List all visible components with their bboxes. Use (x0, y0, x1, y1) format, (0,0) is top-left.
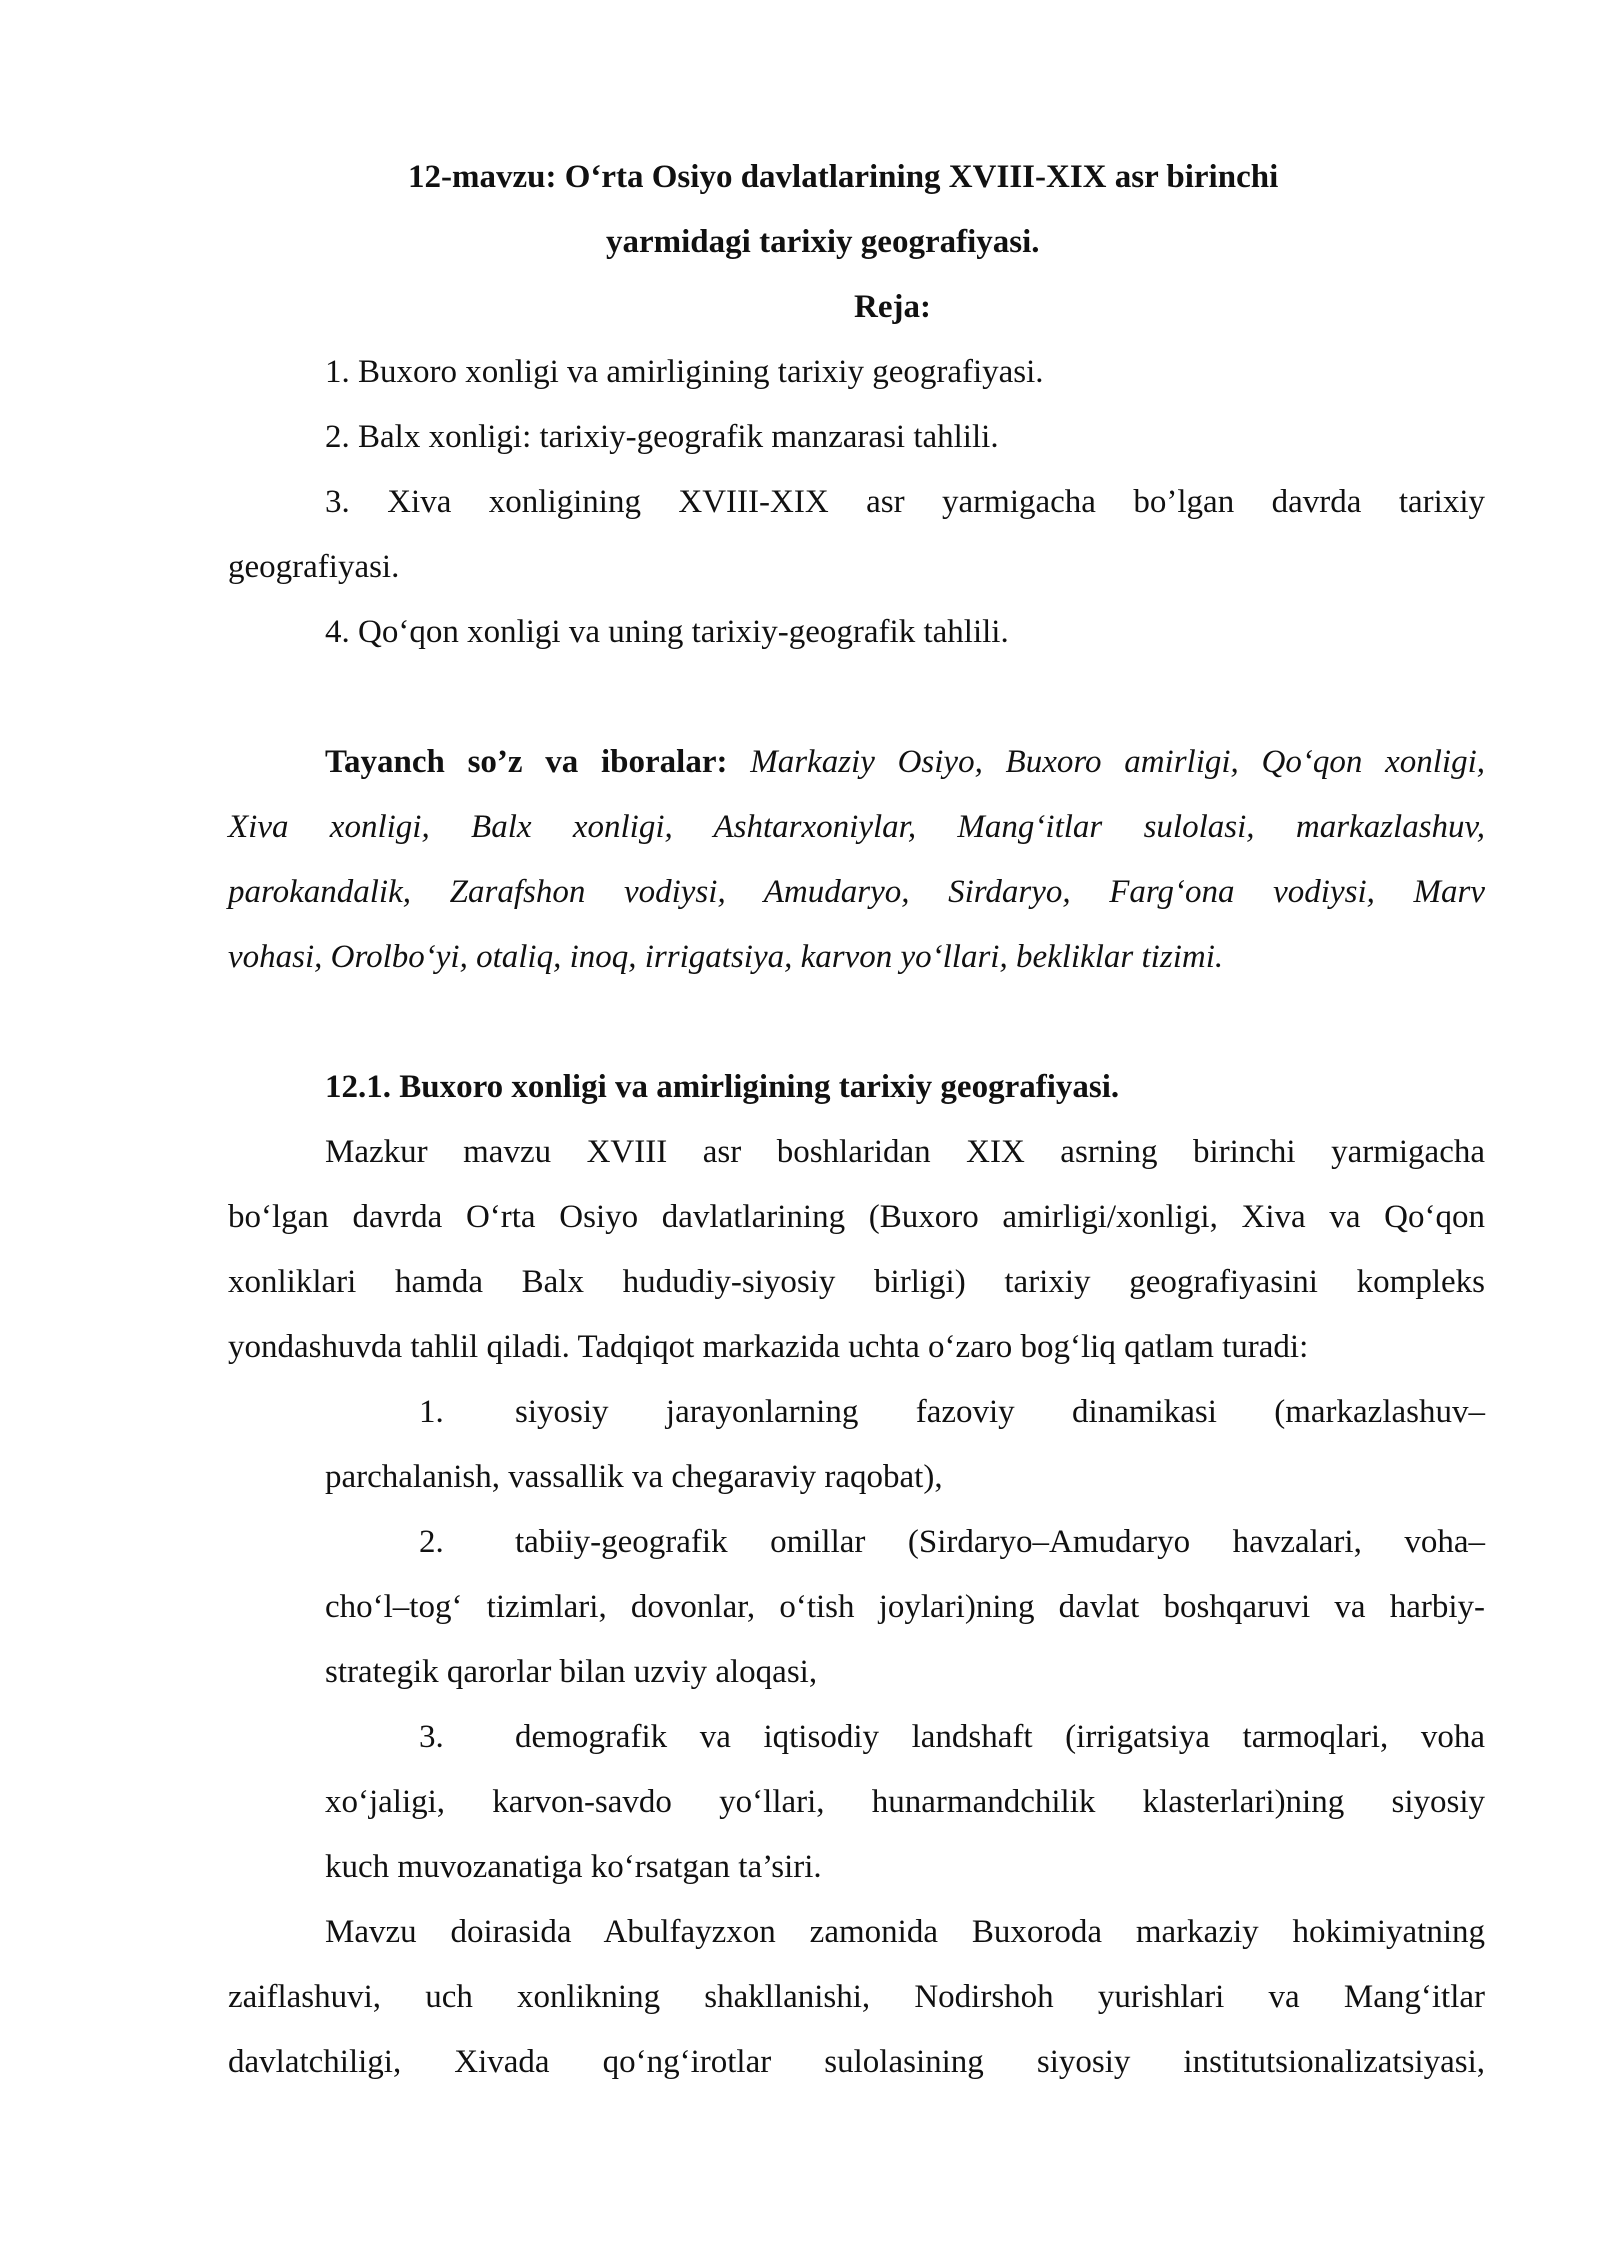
list-number: 2. (419, 1524, 444, 1560)
list-item-1-line-2: parchalanish, vassallik va chegaraviy raqobat), (325, 1459, 943, 1495)
keywords-text: Markaziy Osiyo, Buxoro amirligi, Qo‘qon xonligi, (727, 744, 1485, 780)
list-number: 3. (419, 1719, 444, 1755)
paragraph-line: bo‘lgan davrda O‘rta Osiyo davlatlarining (Buxoro amirligi/xonligi, Xiva va Qo‘qon (228, 1199, 1485, 1235)
section-heading: 12.1. Buxoro xonligi va amirligining tarixiy geografiyasi. (325, 1069, 1120, 1105)
list-text: siyosiy jarayonlarning fazoviy dinamikasi (markazlashuv– (515, 1394, 1485, 1430)
plan-item-2: 2. Balx xonligi: tarixiy-geografik manzarasi tahlili. (325, 419, 999, 455)
plan-heading: Reja: (854, 289, 931, 325)
page-content (228, 145, 1485, 2095)
plan-item-3-continued: geografiyasi. (228, 549, 400, 585)
document-title-line-1: 12-mavzu: O‘rta Osiyo davlatlarining XVIII-XIX asr birinchi (408, 159, 1279, 195)
paragraph-line: Mavzu doirasida Abulfayzxon zamonida Buxoroda markaziy hokimiyatning (325, 1914, 1485, 1950)
list-item-2-line-2: cho‘l–tog‘ tizimlari, dovonlar, o‘tish joylari)ning davlat boshqaruvi va harbiy- (325, 1589, 1485, 1625)
list-number: 1. (419, 1394, 444, 1430)
spacer (228, 665, 1485, 730)
spacer (228, 990, 1485, 1055)
keywords-label: Tayanch so’z va iboralar: (325, 744, 728, 780)
list-item-3-line-3: kuch muvozanatiga ko‘rsatgan ta’siri. (325, 1849, 822, 1885)
plan-item-4: 4. Qo‘qon xonligi va uning tarixiy-geografik tahlili. (325, 614, 1009, 650)
list-item-1-line-1 (228, 1380, 1485, 1445)
paragraph-line: Mazkur mavzu XVIII asr boshlaridan XIX asrning birinchi yarmigacha (325, 1134, 1485, 1170)
list-item-3-line-2: xo‘jaligi, karvon-savdo yo‘llari, hunarmandchilik klasterlari)ning siyosiy (325, 1784, 1485, 1820)
list-text: tabiiy-geografik omillar (Sirdaryo–Amudaryo havzalari, voha– (515, 1524, 1485, 1560)
document-title-line-2: yarmidagi tarixiy geografiyasi. (606, 224, 1040, 260)
list-item-2-line-3: strategik qarorlar bilan uzviy aloqasi, (325, 1654, 818, 1690)
keywords-line-4: vohasi, Orolbo‘yi, otaliq, inoq, irrigatsiya, karvon yo‘llari, bekliklar tizimi. (228, 939, 1224, 975)
paragraph-line: davlatchiligi, Xivada qo‘ng‘irotlar sulolasining siyosiy institutsionalizatsiyasi, (228, 2044, 1485, 2080)
list-item-2-line-1 (228, 1510, 1485, 1575)
list-text: demografik va iqtisodiy landshaft (irrigatsiya tarmoqlari, voha (515, 1719, 1485, 1755)
keywords-line-1 (228, 730, 1485, 795)
plan-item-1: 1. Buxoro xonligi va amirligining tarixiy geografiyasi. (325, 354, 1044, 390)
paragraph-line: yondashuvda tahlil qiladi. Tadqiqot markazida uchta o‘zaro bog‘liq qatlam turadi: (228, 1329, 1309, 1365)
plan-item-3: 3. Xiva xonligining XVIII-XIX asr yarmigacha bo’lgan davrda tarixiy (325, 484, 1485, 520)
keywords-line-2: Xiva xonligi, Balx xonligi, Ashtarxoniylar, Mang‘itlar sulolasi, markazlashuv, (228, 809, 1485, 845)
paragraph-line: zaiflashuvi, uch xonlikning shakllanishi, Nodirshoh yurishlari va Mang‘itlar (228, 1979, 1485, 2015)
paragraph-line: xonliklari hamda Balx hududiy-siyosiy birligi) tarixiy geografiyasini kompleks (228, 1264, 1485, 1300)
keywords-line-3: parokandalik, Zarafshon vodiysi, Amudaryo, Sirdaryo, Farg‘ona vodiysi, Marv (228, 874, 1485, 910)
list-item-3-line-1 (228, 1705, 1485, 1770)
